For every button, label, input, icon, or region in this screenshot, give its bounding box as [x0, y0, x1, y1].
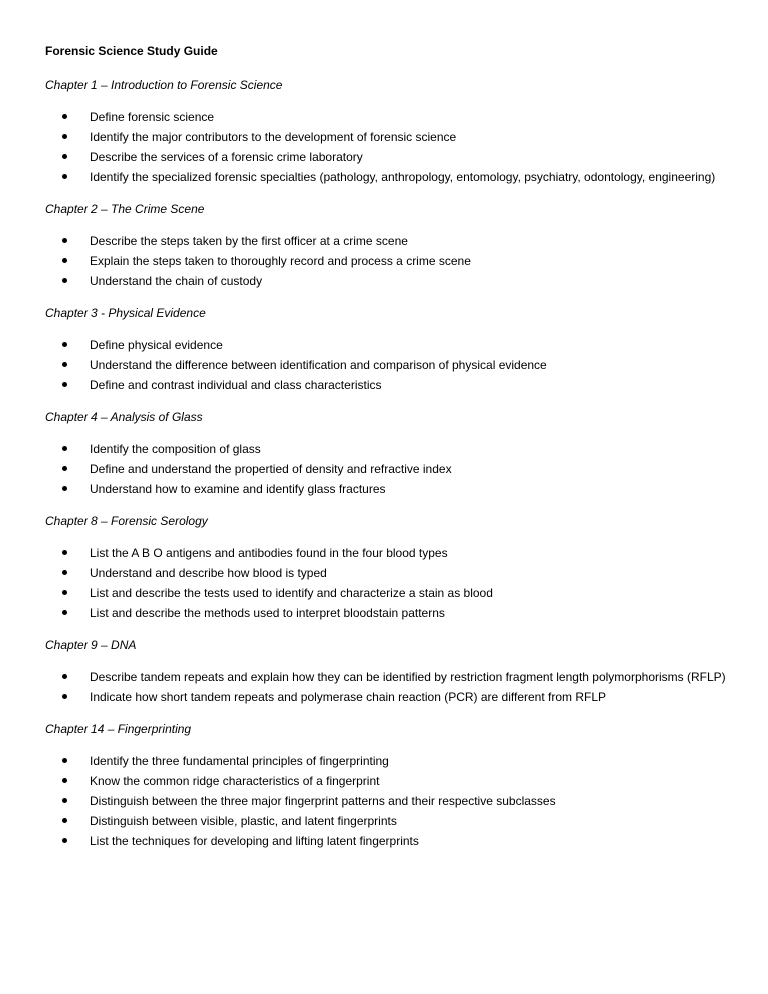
bullet-icon [62, 342, 67, 347]
list-item [45, 251, 728, 271]
document-title: Forensic Science Study Guide [45, 44, 218, 58]
bullet-icon [62, 114, 67, 119]
list-item [45, 479, 728, 499]
chapter-list [45, 75, 728, 851]
list-item [45, 271, 728, 291]
list-item [45, 603, 728, 623]
list-item [45, 439, 728, 459]
list-item-text: List the techniques for developing and lifting latent fingerprints [90, 834, 419, 848]
list-item [45, 667, 728, 687]
bullet-icon [62, 362, 67, 367]
bullet-icon [62, 798, 67, 803]
list-item-text: Know the common ridge characteristics of a fingerprint [90, 774, 380, 788]
bullet-icon [62, 278, 67, 283]
bullet-icon [62, 694, 67, 699]
list-item [45, 791, 728, 811]
chapter-section [45, 303, 728, 395]
bullet-icon [62, 838, 67, 843]
bullet-icon [62, 258, 67, 263]
chapter-section [45, 199, 728, 291]
list-item [45, 543, 728, 563]
list-item-text: Identify the major contributors to the development of forensic science [90, 130, 457, 144]
bullet-icon [62, 466, 67, 471]
list-item-text: Understand the chain of custody [90, 274, 263, 288]
list-item-text: Distinguish between visible, plastic, and latent fingerprints [90, 814, 397, 828]
list-item-text: Define and understand the propertied of density and refractive index [90, 462, 452, 476]
list-item-text: Identify the three fundamental principles of fingerprinting [90, 754, 389, 768]
list-item-text: Describe the services of a forensic crime laboratory [90, 150, 363, 164]
list-item-text: List and describe the methods used to interpret bloodstain patterns [90, 606, 445, 620]
chapter-section [45, 407, 728, 499]
bullet-icon [62, 590, 67, 595]
chapter-heading: Chapter 9 – DNA [45, 638, 137, 652]
list-item [45, 231, 728, 251]
bullet-icon [62, 382, 67, 387]
objective-list [45, 543, 728, 623]
bullet-icon [62, 550, 67, 555]
list-item-text: Describe tandem repeats and explain how they can be identified by restriction fragment length polymorphorisms (RFLP) [90, 670, 726, 684]
list-item-text: Explain the steps taken to thoroughly record and process a crime scene [90, 254, 471, 268]
bullet-icon [62, 174, 67, 179]
chapter-heading: Chapter 3 - Physical Evidence [45, 306, 206, 320]
bullet-icon [62, 134, 67, 139]
chapter-section [45, 635, 728, 707]
list-item-text: Identify the specialized forensic specialties (pathology, anthropology, entomology, psychiatry, odontology, engineering) [90, 170, 716, 184]
list-item-text: Understand the difference between identification and comparison of physical evidence [90, 358, 547, 372]
chapter-section [45, 719, 728, 851]
list-item-text: Define physical evidence [90, 338, 223, 352]
list-item [45, 147, 728, 167]
bullet-icon [62, 778, 67, 783]
list-item-text: Indicate how short tandem repeats and polymerase chain reaction (PCR) are different from RFLP [90, 690, 607, 704]
bullet-icon [62, 610, 67, 615]
chapter-heading: Chapter 8 – Forensic Serology [45, 514, 208, 528]
list-item [45, 167, 728, 187]
list-item-text: List the A B O antigens and antibodies found in the four blood types [90, 546, 448, 560]
bullet-icon [62, 818, 67, 823]
list-item [45, 127, 728, 147]
bullet-icon [62, 154, 67, 159]
bullet-icon [62, 674, 67, 679]
list-item [45, 583, 728, 603]
list-item [45, 751, 728, 771]
list-item-text: Understand and describe how blood is typed [90, 566, 327, 580]
list-item-text: Identify the composition of glass [90, 442, 261, 456]
chapter-heading: Chapter 4 – Analysis of Glass [45, 410, 203, 424]
list-item-text: Define forensic science [90, 110, 215, 124]
list-item-text: Describe the steps taken by the first officer at a crime scene [90, 234, 408, 248]
chapter-heading: Chapter 2 – The Crime Scene [45, 202, 205, 216]
objective-list [45, 335, 728, 395]
objective-list [45, 107, 728, 187]
list-item [45, 811, 728, 831]
list-item [45, 831, 728, 851]
objective-list [45, 667, 728, 707]
list-item [45, 563, 728, 583]
objective-list [45, 439, 728, 499]
list-item [45, 771, 728, 791]
chapter-section [45, 75, 728, 187]
objective-list [45, 231, 728, 291]
bullet-icon [62, 486, 67, 491]
list-item-text: Define and contrast individual and class characteristics [90, 378, 382, 392]
list-item [45, 375, 728, 395]
list-item [45, 355, 728, 375]
bullet-icon [62, 238, 67, 243]
list-item [45, 687, 728, 707]
chapter-section [45, 511, 728, 623]
list-item [45, 459, 728, 479]
chapter-heading: Chapter 14 – Fingerprinting [45, 722, 192, 736]
list-item-text: Distinguish between the three major fingerprint patterns and their respective subclasses [90, 794, 556, 808]
chapter-heading: Chapter 1 – Introduction to Forensic Science [45, 78, 283, 92]
bullet-icon [62, 570, 67, 575]
bullet-icon [62, 758, 67, 763]
list-item [45, 107, 728, 127]
list-item-text: Understand how to examine and identify glass fractures [90, 482, 386, 496]
objective-list [45, 751, 728, 851]
list-item [45, 335, 728, 355]
bullet-icon [62, 446, 67, 451]
list-item-text: List and describe the tests used to identify and characterize a stain as blood [90, 586, 493, 600]
